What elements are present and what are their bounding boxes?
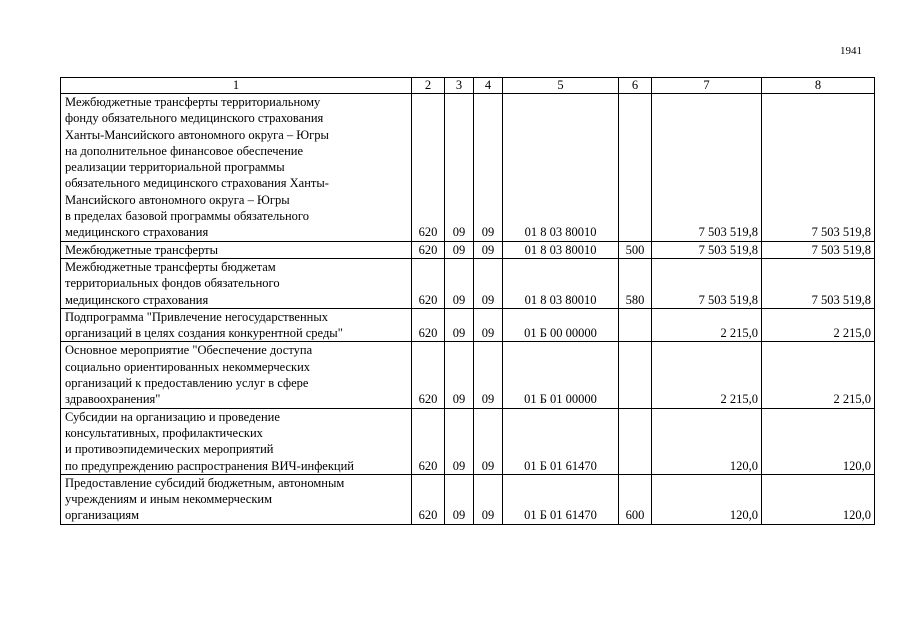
table-row: [61, 308, 875, 342]
amount-cell: 2 215,0: [762, 342, 875, 408]
amount-cell: 7 503 519,8: [762, 241, 875, 258]
expense-type-cell: 580: [619, 258, 652, 308]
table-row: [61, 474, 875, 524]
table-row: [61, 342, 875, 408]
target-article-cell: 01 Б 01 00000: [503, 342, 619, 408]
amount-cell: 7 503 519,8: [762, 94, 875, 242]
target-article-cell: 01 8 03 80010: [503, 258, 619, 308]
header-cell: 5: [503, 78, 619, 94]
ministry-code-cell: 620: [412, 241, 445, 258]
amount-cell: 2 215,0: [762, 308, 875, 342]
table-row: [61, 241, 875, 258]
section-code-cell: 09: [445, 474, 474, 524]
description-cell: Межбюджетные трансферты бюджетам территориальных фондов обязательного медицинского страхования: [61, 258, 412, 308]
ministry-code-cell: 620: [412, 308, 445, 342]
header-cell: 3: [445, 78, 474, 94]
description-cell: Предоставление субсидий бюджетным, автономным учреждениям и иным некоммерческим организациям: [61, 474, 412, 524]
amount-cell: 7 503 519,8: [652, 94, 762, 242]
subsection-code-cell: 09: [474, 94, 503, 242]
target-article-cell: 01 8 03 80010: [503, 94, 619, 242]
amount-cell: 7 503 519,8: [652, 241, 762, 258]
section-code-cell: 09: [445, 308, 474, 342]
subsection-code-cell: 09: [474, 408, 503, 474]
amount-cell: 7 503 519,8: [652, 258, 762, 308]
target-article-cell: 01 Б 01 61470: [503, 408, 619, 474]
amount-cell: 120,0: [762, 408, 875, 474]
section-code-cell: 09: [445, 241, 474, 258]
section-code-cell: 09: [445, 258, 474, 308]
header-cell: 6: [619, 78, 652, 94]
description-cell: Межбюджетные трансферты территориальному фонду обязательного медицинского страхования Ханты-Мансийского автономного округа – Югры на дополнительное финансовое обеспечение реализации территориальной программы обязательного медицинского страхования Ханты- Мансийского автономного округа – Югры в пределах базовой программы обязательного медицинского страхования: [61, 94, 412, 242]
description-cell: Подпрограмма "Привлечение негосударственных организаций в целях создания конкурентной среды": [61, 308, 412, 342]
description-cell: Субсидии на организацию и проведение консультативных, профилактических и противоэпидемических мероприятий по предупреждению распространения ВИЧ-инфекций: [61, 408, 412, 474]
subsection-code-cell: 09: [474, 308, 503, 342]
amount-cell: 120,0: [652, 408, 762, 474]
expense-type-cell: 600: [619, 474, 652, 524]
expense-type-cell: [619, 342, 652, 408]
subsection-code-cell: 09: [474, 474, 503, 524]
page-number: 1941: [840, 45, 862, 57]
ministry-code-cell: 620: [412, 474, 445, 524]
subsection-code-cell: 09: [474, 258, 503, 308]
subsection-code-cell: 09: [474, 241, 503, 258]
ministry-code-cell: 620: [412, 258, 445, 308]
ministry-code-cell: 620: [412, 408, 445, 474]
header-cell: 1: [61, 78, 412, 94]
description-cell: Основное мероприятие "Обеспечение доступа социально ориентированных некоммерческих организаций к предоставлению услуг в сфере здравоохранения": [61, 342, 412, 408]
section-code-cell: 09: [445, 94, 474, 242]
section-code-cell: 09: [445, 408, 474, 474]
table-row: [61, 408, 875, 474]
expense-type-cell: [619, 94, 652, 242]
section-code-cell: 09: [445, 342, 474, 408]
ministry-code-cell: 620: [412, 342, 445, 408]
table-row: [61, 258, 875, 308]
target-article-cell: 01 Б 01 61470: [503, 474, 619, 524]
amount-cell: 7 503 519,8: [762, 258, 875, 308]
subsection-code-cell: 09: [474, 342, 503, 408]
budget-table: [60, 77, 875, 525]
amount-cell: 120,0: [762, 474, 875, 524]
description-cell: Межбюджетные трансферты: [61, 241, 412, 258]
target-article-cell: 01 Б 00 00000: [503, 308, 619, 342]
expense-type-cell: [619, 308, 652, 342]
amount-cell: 2 215,0: [652, 342, 762, 408]
header-cell: 8: [762, 78, 875, 94]
amount-cell: 120,0: [652, 474, 762, 524]
target-article-cell: 01 8 03 80010: [503, 241, 619, 258]
expense-type-cell: [619, 408, 652, 474]
header-cell: 2: [412, 78, 445, 94]
ministry-code-cell: 620: [412, 94, 445, 242]
expense-type-cell: 500: [619, 241, 652, 258]
header-row: [61, 78, 875, 94]
header-cell: 4: [474, 78, 503, 94]
header-cell: 7: [652, 78, 762, 94]
amount-cell: 2 215,0: [652, 308, 762, 342]
table-row: [61, 94, 875, 242]
